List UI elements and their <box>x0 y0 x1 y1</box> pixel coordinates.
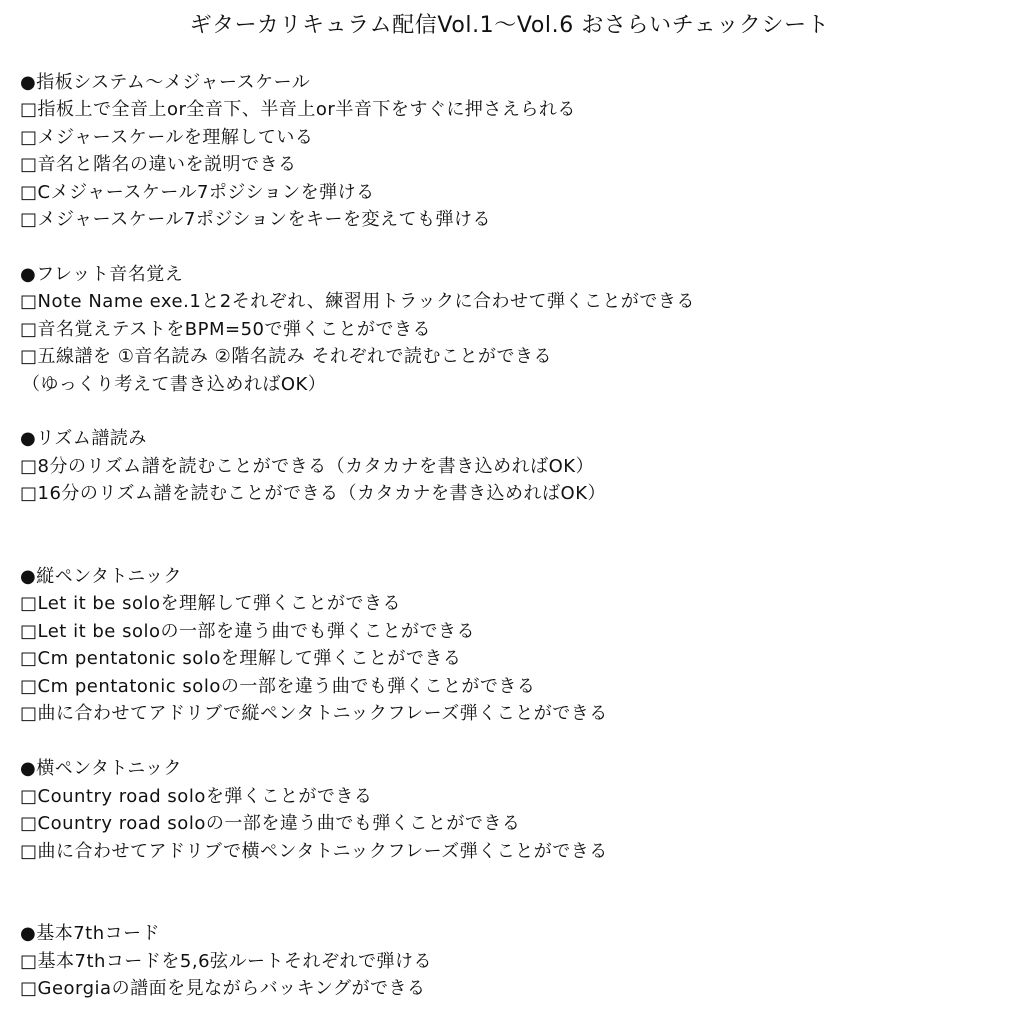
checklist-item: □五線譜を ①音名読み ②階名読み それぞれで読むことができる <box>20 346 552 367</box>
section-heading-vertical-pentatonic: ●縦ペンタトニック <box>20 566 183 587</box>
checklist-item: □Georgiaの譜面を見ながらバッキングができる <box>20 978 426 999</box>
checklist-item: □メジャースケールを理解している <box>20 127 314 148</box>
checklist-item: □Country road soloを弾くことができる <box>20 786 373 807</box>
checklist-item-note: （ゆっくり考えて書き込めればOK） <box>22 374 327 395</box>
section-heading-horizontal-pentatonic: ●横ペンタトニック <box>20 758 183 779</box>
checklist-item: □Let it be soloの一部を違う曲でも弾くことができる <box>20 621 475 642</box>
section-heading-fret-note-names: ●フレット音名覚え <box>20 264 184 285</box>
section-heading-rhythm-reading: ●リズム譜読み <box>20 428 147 449</box>
checklist-item: □基本7thコードを5,6弦ルートそれぞれで弾ける <box>20 951 433 972</box>
checklist-item: □Cm pentatonic soloの一部を違う曲でも弾くことができる <box>20 676 536 697</box>
checklist-item: □Cメジャースケール7ポジションを弾ける <box>20 182 375 203</box>
checklist-item: □曲に合わせてアドリブで縦ペンタトニックフレーズ弾くことができる <box>20 703 608 724</box>
checklist-item: □音名覚えテストをBPM=50で弾くことができる <box>20 319 432 340</box>
checklist-item: □Cm pentatonic soloを理解して弾くことができる <box>20 648 462 669</box>
checklist-item: □指板上で全音上or全音下、半音上or半音下をすぐに押さえられる <box>20 99 576 120</box>
checklist-item: □8分のリズム譜を読むことができる（カタカナを書き込めればOK） <box>20 456 595 477</box>
section-heading-fingerboard: ●指板システム〜メジャースケール <box>20 72 311 93</box>
checklist-item: □Let it be soloを理解して弾くことができる <box>20 593 401 614</box>
section-heading-basic-7th-chords: ●基本7thコード <box>20 923 161 944</box>
checklist-item: □メジャースケール7ポジションをキーを変えても弾ける <box>20 209 492 230</box>
checklist-item: □Country road soloの一部を違う曲でも弾くことができる <box>20 813 521 834</box>
checklist-item: □Note Name exe.1と2それぞれ、練習用トラックに合わせて弾くことができる <box>20 291 695 312</box>
page-title: ギターカリキュラム配信Vol.1〜Vol.6 おさらいチェックシート <box>189 13 830 38</box>
checklist-item: □曲に合わせてアドリブで横ペンタトニックフレーズ弾くことができる <box>20 841 608 862</box>
checklist-item: □音名と階名の違いを説明できる <box>20 154 297 175</box>
checklist-item: □16分のリズム譜を読むことができる（カタカナを書き込めればOK） <box>20 483 607 504</box>
